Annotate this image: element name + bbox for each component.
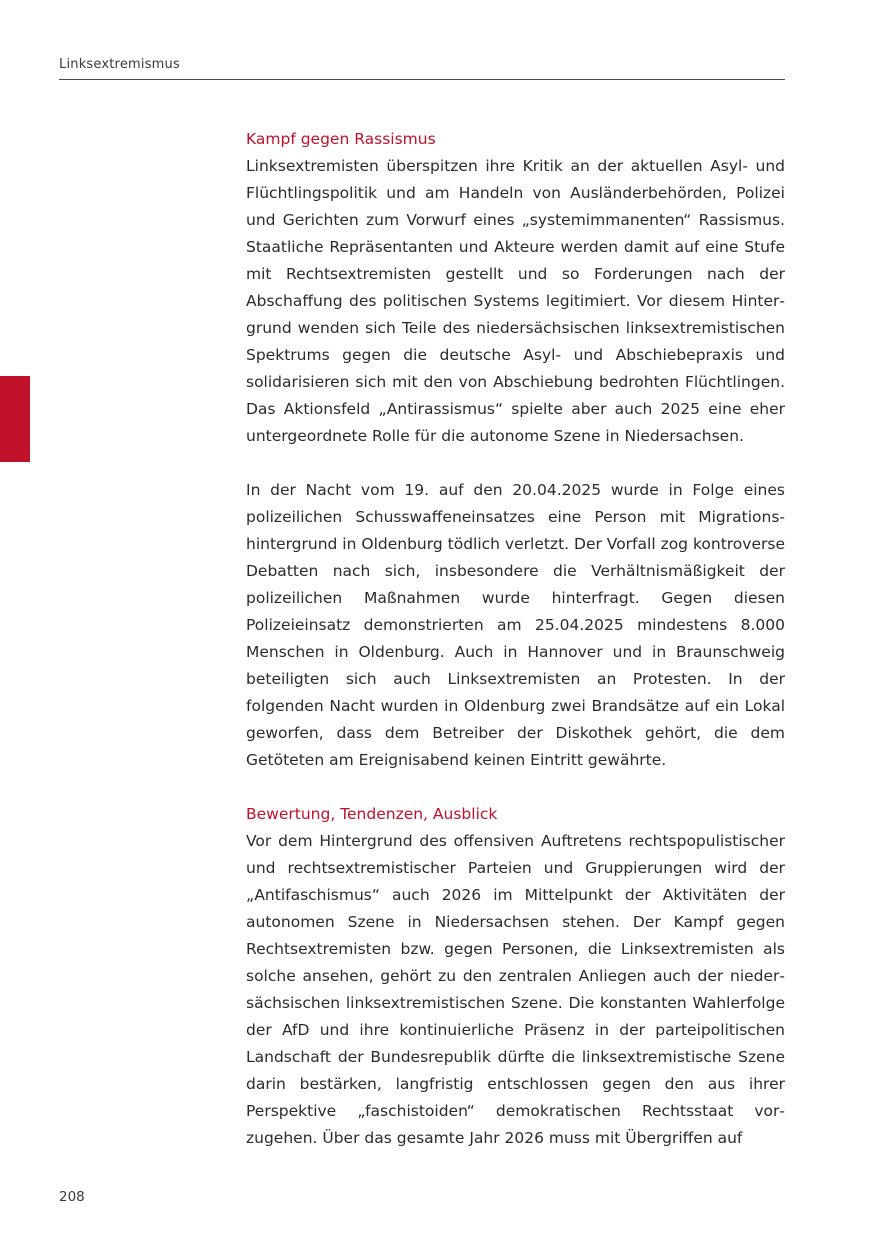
paragraph-spacer xyxy=(246,774,785,801)
running-header-title: Linksextremismus xyxy=(59,57,180,72)
paragraph-oldenburg-incident: In der Nacht vom 19. auf den 20.04.2025 wurde in Folge eines polizeilichen Schusswaffeneinsatzes eine Person mit Migrationshintergrund in Oldenburg tödlich verletzt. Der Vorfall zog kontroverse Debatten nach sich, insbesondere die Verhältnismäßigkeit der polizeilichen Maßnahmen wurde hinterfragt. Gegen diesen Polizeieinsatz demonstrierten am 25.04.2025 mindestens 8.000 Menschen in Oldenburg. Auch in Hannover und in Braunschweig beteiligten sich auch Linksextremisten an Protesten. In der folgenden Nacht wurden in Oldenburg zwei Brandsätze auf ein Lokal geworfen, dass dem Betreiber der Diskothek gehört, die dem Getöteten am Ereignisabend keinen Eintritt gewährte. xyxy=(246,481,785,769)
paragraph-spacer xyxy=(246,450,785,477)
header-divider xyxy=(59,79,785,80)
main-content xyxy=(246,126,785,1152)
page-number: 208 xyxy=(59,1189,85,1205)
paragraph-rassismus-intro: Linksextremisten überspitzen ihre Kritik an der aktuellen Asyl- und Flüchtlingspolitik und am Handeln von Ausländerbehörden, Polizei und Gerichten zum Vorwurf eines „systemimmanenten“ Rassismus. Staatliche Repräsentanten und Akteure werden damit auf eine Stufe mit Rechtsextremisten gestellt und so Forderungen nach der Abschaffung des politischen Systems legitimiert. Vor diesem Hintergrund wenden sich Teile des niedersächsischen linksextremistischen Spektrums gegen die deutsche Asyl- und Abschiebepraxis und solidarisieren sich mit den von Abschiebung bedrohten Flüchtlingen. Das Aktionsfeld „Antirassismus“ spielte aber auch 2025 eine eher untergeordnete Rolle für die autonome Szene in Niedersachsen. xyxy=(246,157,785,445)
section-heading-rassismus: Kampf gegen Rassismus xyxy=(246,130,436,148)
chapter-side-marker xyxy=(0,376,30,462)
paragraph-ausblick: Vor dem Hintergrund des offensiven Auftretens rechtspopulistischer und rechtsextremistischer Parteien und Gruppierungen wird der „Antifaschismus“ auch 2026 im Mittelpunkt der Aktivitäten der autonomen Szene in Niedersachsen stehen. Der Kampf gegen Rechtsextremisten bzw. gegen Personen, die Linksextremisten als solche ansehen, gehört zu den zentralen Anliegen auch der niedersächsischen linksextremistischen Szene. Die konstanten Wahlerfolge der AfD und ihre kontinuierliche Präsenz in der parteipolitischen Landschaft der Bundesrepublik dürfte die linksextremistische Szene darin bestärken, langfristig entschlossen gegen den aus ihrer Perspektive „faschistoiden“ demokratischen Rechtsstaat vorzugehen. Über das gesamte Jahr 2026 muss mit Übergriffen auf xyxy=(246,832,785,1147)
section-heading-ausblick: Bewertung, Tendenzen, Ausblick xyxy=(246,805,498,823)
